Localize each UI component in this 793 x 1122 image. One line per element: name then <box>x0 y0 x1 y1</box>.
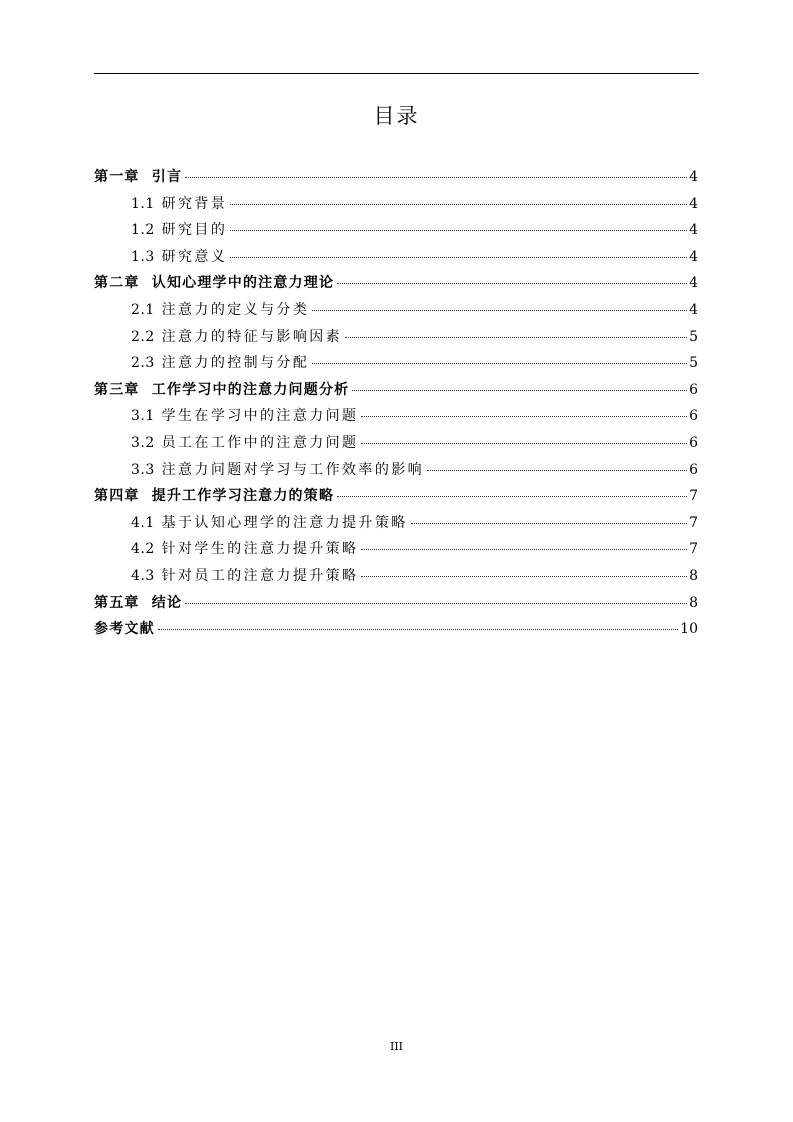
toc-chapter-entry[interactable] <box>94 164 698 191</box>
toc-section-entry[interactable] <box>94 457 698 484</box>
toc-dot-leader <box>230 204 687 205</box>
toc-chapter-entry[interactable] <box>94 590 698 617</box>
toc-section-number: 4.1 <box>131 514 155 531</box>
toc-section-number: 1.2 <box>131 222 155 239</box>
toc-section-entry[interactable] <box>94 324 698 351</box>
toc-dot-leader <box>411 523 687 524</box>
toc-section-number: 2.1 <box>131 301 155 318</box>
toc-entry-label: 针对员工的注意力提升策略 <box>161 567 359 584</box>
toc-page-number: 5 <box>689 355 698 372</box>
toc-section-number: 4.3 <box>131 567 155 584</box>
toc-entry-text <box>131 350 309 377</box>
page-number: III <box>389 1040 404 1053</box>
toc-dot-leader <box>361 576 687 577</box>
toc-dot-leader <box>312 310 687 311</box>
toc-entry-text <box>131 217 227 244</box>
toc-section-number: 2.3 <box>131 355 155 372</box>
toc-section-entry[interactable] <box>94 297 698 324</box>
toc-section-entry[interactable] <box>94 563 698 590</box>
toc-section-number: 4.2 <box>131 541 155 558</box>
toc-entry-label: 第三章 工作学习中的注意力问题分析 <box>94 381 350 398</box>
toc-page-number: 8 <box>689 567 698 584</box>
toc-dot-leader <box>230 230 687 231</box>
toc-section-entry[interactable] <box>94 350 698 377</box>
toc-page-number: 7 <box>689 541 698 558</box>
toc-section-number: 1.1 <box>131 195 155 212</box>
toc-entry-label: 第一章 引言 <box>94 169 183 185</box>
toc-dot-leader <box>427 470 687 471</box>
toc-dot-leader <box>312 363 687 364</box>
toc-page-number: 4 <box>689 301 698 318</box>
toc-entry-label: 第五章 结论 <box>94 594 183 611</box>
toc-section-entry[interactable] <box>94 510 698 537</box>
toc-page-number: 5 <box>689 328 698 345</box>
toc-chapter-entry[interactable] <box>94 377 698 404</box>
header-rule <box>94 73 699 74</box>
toc-page-number: 6 <box>689 381 698 398</box>
toc-page-number: 6 <box>689 434 698 451</box>
toc-title: 目录 <box>373 104 420 128</box>
toc-page-number: 7 <box>689 488 698 505</box>
toc-section-number: 1.3 <box>131 248 155 265</box>
toc-entry-label: 基于认知心理学的注意力提升策略 <box>161 514 408 531</box>
toc-entry-text <box>131 324 342 351</box>
toc-entry-text <box>131 244 227 271</box>
toc-entry-text <box>94 164 182 191</box>
toc-dot-leader <box>352 390 687 391</box>
toc-dot-leader <box>337 496 687 497</box>
toc-section-entry[interactable] <box>94 536 698 563</box>
toc-dot-leader <box>337 283 687 284</box>
toc-entry-text <box>131 297 309 324</box>
toc-entry-text <box>94 616 155 643</box>
toc-section-number: 3.2 <box>131 434 155 451</box>
toc-entry-label: 员工在工作中的注意力问题 <box>161 434 359 451</box>
toc-entry-text <box>131 430 358 457</box>
toc-entry-label: 参考文献 <box>94 621 155 638</box>
toc-section-entry[interactable] <box>94 191 698 218</box>
toc-dot-leader <box>361 549 687 550</box>
toc-entry-label: 注意力问题对学习与工作效率的影响 <box>161 461 425 478</box>
toc-entry-text <box>94 377 349 404</box>
toc-entry-label: 注意力的特征与影响因素 <box>161 328 343 345</box>
toc-entry-label: 针对学生的注意力提升策略 <box>161 541 359 558</box>
toc-page-number: 4 <box>689 169 698 185</box>
toc-entry-text <box>131 191 227 218</box>
toc-entry-text <box>94 270 334 297</box>
toc-section-entry[interactable] <box>94 217 698 244</box>
toc-chapter-entry[interactable] <box>94 483 698 510</box>
toc-dot-leader <box>230 257 687 258</box>
toc-section-number: 3.3 <box>131 461 155 478</box>
toc-entry-text <box>131 563 358 590</box>
toc-section-entry[interactable] <box>94 403 698 430</box>
toc-chapter-entry[interactable] <box>94 270 698 297</box>
toc-section-number: 2.2 <box>131 328 155 345</box>
toc-page-number: 4 <box>689 248 698 265</box>
toc-dot-leader <box>345 337 687 338</box>
toc-entry-label: 学生在学习中的注意力问题 <box>161 408 359 425</box>
toc-section-number: 3.1 <box>131 408 155 425</box>
toc-dot-leader <box>185 603 687 604</box>
toc-dot-leader <box>158 629 678 630</box>
toc-dot-leader <box>361 443 687 444</box>
toc-entry-label: 注意力的控制与分配 <box>161 355 310 372</box>
toc-page-number: 4 <box>689 222 698 239</box>
toc-entry-text <box>131 457 424 484</box>
toc-dot-leader <box>185 177 687 178</box>
toc-entry-label: 第二章 认知心理学中的注意力理论 <box>94 275 335 292</box>
toc-list <box>94 164 698 643</box>
toc-section-entry[interactable] <box>94 430 698 457</box>
toc-page-number: 4 <box>689 275 698 292</box>
toc-page-number: 6 <box>689 461 698 478</box>
toc-page-number: 7 <box>689 514 698 531</box>
toc-page-number: 10 <box>680 621 698 638</box>
toc-page-number: 4 <box>689 195 698 212</box>
toc-chapter-entry[interactable] <box>94 616 698 643</box>
toc-entry-label: 研究目的 <box>161 222 228 239</box>
toc-page-number: 6 <box>689 408 698 425</box>
toc-entry-label: 注意力的定义与分类 <box>161 301 310 318</box>
toc-entry-label: 研究背景 <box>161 195 228 212</box>
toc-entry-text <box>131 536 358 563</box>
toc-entry-text <box>131 403 358 430</box>
toc-entry-label: 研究意义 <box>161 248 228 265</box>
toc-entry-text <box>94 483 334 510</box>
toc-page-number: 8 <box>689 594 698 611</box>
toc-entry-text <box>131 510 408 537</box>
toc-entry-text <box>94 590 182 617</box>
toc-entry-label: 第四章 提升工作学习注意力的策略 <box>94 488 335 505</box>
toc-section-entry[interactable] <box>94 244 698 271</box>
toc-dot-leader <box>361 416 687 417</box>
